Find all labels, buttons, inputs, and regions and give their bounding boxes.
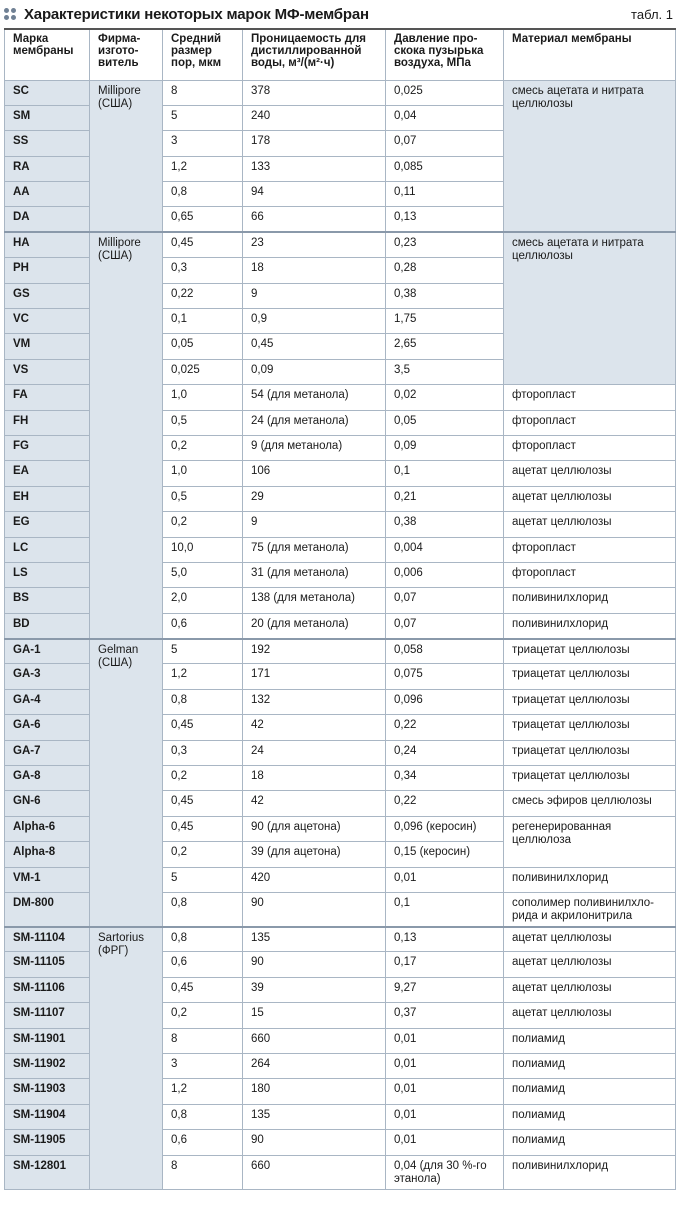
pressure-cell: 0,17 — [386, 952, 504, 977]
material-cell: триацетат целлюлозы — [504, 639, 676, 664]
brand-cell: SM-11106 — [5, 977, 90, 1002]
pore-size-cell: 0,2 — [163, 512, 243, 537]
brand-cell: AA — [5, 182, 90, 207]
permeability-cell: 378 — [243, 80, 386, 105]
material-cell: фторопласт — [504, 435, 676, 460]
pore-size-cell: 0,6 — [163, 952, 243, 977]
pressure-cell: 9,27 — [386, 977, 504, 1002]
table-title: Характеристики некоторых марок МФ-мембран — [24, 5, 369, 23]
permeability-cell: 42 — [243, 715, 386, 740]
permeability-cell: 133 — [243, 156, 386, 181]
pore-size-cell: 0,3 — [163, 740, 243, 765]
brand-cell: HA — [5, 232, 90, 257]
brand-cell: SM-11104 — [5, 927, 90, 952]
brand-cell: SM-11107 — [5, 1003, 90, 1028]
pore-size-cell: 0,3 — [163, 258, 243, 283]
pressure-cell: 0,01 — [386, 1053, 504, 1078]
material-cell: смесь ацетата и нитрата целлюлозы — [504, 232, 676, 384]
table-row — [5, 80, 676, 105]
pressure-cell: 0,07 — [386, 613, 504, 638]
pore-size-cell: 8 — [163, 80, 243, 105]
brand-cell: BS — [5, 588, 90, 613]
brand-cell: VM — [5, 334, 90, 359]
material-cell: триацетат целлюлозы — [504, 689, 676, 714]
pore-size-cell: 0,65 — [163, 207, 243, 232]
pressure-cell: 0,01 — [386, 1104, 504, 1129]
material-cell: ацетат целлюлозы — [504, 977, 676, 1002]
pressure-cell: 0,24 — [386, 740, 504, 765]
permeability-cell: 178 — [243, 131, 386, 156]
pressure-cell: 0,13 — [386, 207, 504, 232]
pressure-cell: 0,38 — [386, 512, 504, 537]
brand-cell: SM-11903 — [5, 1079, 90, 1104]
brand-cell: Alpha-6 — [5, 816, 90, 841]
material-cell: полиамид — [504, 1053, 676, 1078]
brand-cell: SM-12801 — [5, 1155, 90, 1189]
firm-cell: Millipore (США) — [90, 232, 163, 638]
material-cell: ацетат целлюлозы — [504, 512, 676, 537]
pressure-cell: 0,21 — [386, 486, 504, 511]
permeability-cell: 90 (для ацетона) — [243, 816, 386, 841]
pressure-cell: 0,004 — [386, 537, 504, 562]
pore-size-cell: 0,8 — [163, 1104, 243, 1129]
pore-size-cell: 0,05 — [163, 334, 243, 359]
header-pore-size: Средний размер пор, мкм — [163, 29, 243, 80]
table-row — [5, 232, 676, 257]
pressure-cell: 0,13 — [386, 927, 504, 952]
pore-size-cell: 1,2 — [163, 664, 243, 689]
permeability-cell: 24 — [243, 740, 386, 765]
pore-size-cell: 0,45 — [163, 816, 243, 841]
material-cell: полиамид — [504, 1130, 676, 1155]
permeability-cell: 132 — [243, 689, 386, 714]
header-permeability: Проницаемость для дистиллированной воды, м³/(м²·ч) — [243, 29, 386, 80]
material-cell: ацетат целлюлозы — [504, 927, 676, 952]
material-cell: фторопласт — [504, 410, 676, 435]
header-material: Материал мембраны — [504, 29, 676, 80]
pore-size-cell: 1,0 — [163, 461, 243, 486]
material-cell: ацетат целлюлозы — [504, 486, 676, 511]
brand-cell: RA — [5, 156, 90, 181]
pore-size-cell: 0,6 — [163, 613, 243, 638]
material-cell: фторопласт — [504, 537, 676, 562]
material-cell: триацетат целлюлозы — [504, 664, 676, 689]
permeability-cell: 660 — [243, 1028, 386, 1053]
pressure-cell: 0,37 — [386, 1003, 504, 1028]
brand-cell: GN-6 — [5, 791, 90, 816]
header-firm: Фирма-изгото-витель — [90, 29, 163, 80]
permeability-cell: 9 — [243, 283, 386, 308]
pore-size-cell: 0,6 — [163, 1130, 243, 1155]
permeability-cell: 29 — [243, 486, 386, 511]
pressure-cell: 0,34 — [386, 766, 504, 791]
header-row — [5, 29, 676, 80]
permeability-cell: 171 — [243, 664, 386, 689]
material-cell: триацетат целлюлозы — [504, 715, 676, 740]
permeability-cell: 15 — [243, 1003, 386, 1028]
pore-size-cell: 3 — [163, 1053, 243, 1078]
material-cell: полиамид — [504, 1028, 676, 1053]
pore-size-cell: 0,45 — [163, 791, 243, 816]
firm-cell: Sartorius (ФРГ) — [90, 927, 163, 1190]
brand-cell: SM-11905 — [5, 1130, 90, 1155]
permeability-cell: 90 — [243, 893, 386, 927]
material-cell: триацетат целлюлозы — [504, 740, 676, 765]
brand-cell: GA-6 — [5, 715, 90, 740]
material-cell: фторопласт — [504, 385, 676, 410]
permeability-cell: 23 — [243, 232, 386, 257]
pore-size-cell: 5 — [163, 639, 243, 664]
material-cell: смесь ацетата и нитрата целлюлозы — [504, 80, 676, 232]
permeability-cell: 192 — [243, 639, 386, 664]
permeability-cell: 106 — [243, 461, 386, 486]
pressure-cell: 0,058 — [386, 639, 504, 664]
pressure-cell: 3,5 — [386, 359, 504, 384]
pore-size-cell: 0,025 — [163, 359, 243, 384]
pore-size-cell: 0,22 — [163, 283, 243, 308]
permeability-cell: 90 — [243, 952, 386, 977]
material-cell: фторопласт — [504, 562, 676, 587]
pore-size-cell: 0,45 — [163, 715, 243, 740]
pressure-cell: 0,096 (керосин) — [386, 816, 504, 841]
permeability-cell: 0,9 — [243, 309, 386, 334]
pore-size-cell: 1,2 — [163, 1079, 243, 1104]
brand-cell: Alpha-8 — [5, 842, 90, 867]
brand-cell: EG — [5, 512, 90, 537]
pore-size-cell: 1,0 — [163, 385, 243, 410]
material-cell: триацетат целлюлозы — [504, 766, 676, 791]
brand-cell: EH — [5, 486, 90, 511]
pressure-cell: 0,1 — [386, 461, 504, 486]
brand-cell: GA-8 — [5, 766, 90, 791]
material-cell: поливинилхлорид — [504, 613, 676, 638]
pressure-cell: 0,01 — [386, 1130, 504, 1155]
pressure-cell: 1,75 — [386, 309, 504, 334]
brand-cell: VS — [5, 359, 90, 384]
pore-size-cell: 5,0 — [163, 562, 243, 587]
brand-cell: FA — [5, 385, 90, 410]
permeability-cell: 660 — [243, 1155, 386, 1189]
pressure-cell: 0,006 — [386, 562, 504, 587]
pressure-cell: 2,65 — [386, 334, 504, 359]
permeability-cell: 42 — [243, 791, 386, 816]
material-cell: поливинилхлорид — [504, 867, 676, 892]
pressure-cell: 0,01 — [386, 867, 504, 892]
pore-size-cell: 0,2 — [163, 1003, 243, 1028]
permeability-cell: 39 (для ацетона) — [243, 842, 386, 867]
material-cell: поливинилхлорид — [504, 588, 676, 613]
brand-cell: SM-11105 — [5, 952, 90, 977]
permeability-cell: 94 — [243, 182, 386, 207]
brand-cell: LC — [5, 537, 90, 562]
pore-size-cell: 0,2 — [163, 766, 243, 791]
permeability-cell: 24 (для метанола) — [243, 410, 386, 435]
permeability-cell: 9 (для метанола) — [243, 435, 386, 460]
brand-cell: GA-7 — [5, 740, 90, 765]
firm-cell: Millipore (США) — [90, 80, 163, 232]
permeability-cell: 20 (для метанола) — [243, 613, 386, 638]
pressure-cell: 0,01 — [386, 1079, 504, 1104]
pore-size-cell: 8 — [163, 1155, 243, 1189]
permeability-cell: 18 — [243, 258, 386, 283]
brand-cell: GS — [5, 283, 90, 308]
table-header-bar — [0, 0, 679, 28]
pore-size-cell: 1,2 — [163, 156, 243, 181]
permeability-cell: 0,45 — [243, 334, 386, 359]
permeability-cell: 264 — [243, 1053, 386, 1078]
pore-size-cell: 0,8 — [163, 689, 243, 714]
brand-cell: PH — [5, 258, 90, 283]
pressure-cell: 0,09 — [386, 435, 504, 460]
pressure-cell: 0,38 — [386, 283, 504, 308]
pressure-cell: 0,1 — [386, 893, 504, 927]
brand-cell: SS — [5, 131, 90, 156]
bullet-dots-icon — [4, 8, 16, 20]
brand-cell: SM-11901 — [5, 1028, 90, 1053]
pore-size-cell: 0,2 — [163, 435, 243, 460]
material-cell: смесь эфиров целлюлозы — [504, 791, 676, 816]
pore-size-cell: 0,8 — [163, 182, 243, 207]
permeability-cell: 54 (для метанола) — [243, 385, 386, 410]
brand-cell: SM — [5, 105, 90, 130]
pressure-cell: 0,02 — [386, 385, 504, 410]
pressure-cell: 0,01 — [386, 1028, 504, 1053]
header-pressure: Давление про-скока пузырька воздуха, МПа — [386, 29, 504, 80]
pressure-cell: 0,22 — [386, 791, 504, 816]
permeability-cell: 90 — [243, 1130, 386, 1155]
table-number: табл. 1 — [631, 6, 673, 22]
pore-size-cell: 2,0 — [163, 588, 243, 613]
pore-size-cell: 0,5 — [163, 410, 243, 435]
pressure-cell: 0,025 — [386, 80, 504, 105]
material-cell: регенерированная целлюлоза — [504, 816, 676, 867]
table-body — [5, 80, 676, 1189]
brand-cell: FH — [5, 410, 90, 435]
material-cell: полиамид — [504, 1079, 676, 1104]
pore-size-cell: 8 — [163, 1028, 243, 1053]
brand-cell: GA-4 — [5, 689, 90, 714]
brand-cell: BD — [5, 613, 90, 638]
table-row — [5, 639, 676, 664]
pore-size-cell: 10,0 — [163, 537, 243, 562]
pressure-cell: 0,05 — [386, 410, 504, 435]
pore-size-cell: 5 — [163, 867, 243, 892]
pore-size-cell: 0,1 — [163, 309, 243, 334]
permeability-cell: 180 — [243, 1079, 386, 1104]
pressure-cell: 0,15 (керосин) — [386, 842, 504, 867]
brand-cell: VM-1 — [5, 867, 90, 892]
brand-cell: LS — [5, 562, 90, 587]
pore-size-cell: 0,45 — [163, 977, 243, 1002]
firm-cell: Gelman (США) — [90, 639, 163, 927]
material-cell: полиамид — [504, 1104, 676, 1129]
permeability-cell: 9 — [243, 512, 386, 537]
material-cell: поливинилхлорид — [504, 1155, 676, 1189]
pressure-cell: 0,096 — [386, 689, 504, 714]
pore-size-cell: 0,8 — [163, 927, 243, 952]
brand-cell: SC — [5, 80, 90, 105]
brand-cell: SM-11902 — [5, 1053, 90, 1078]
pressure-cell: 0,22 — [386, 715, 504, 740]
pore-size-cell: 3 — [163, 131, 243, 156]
membrane-table — [4, 28, 676, 1190]
permeability-cell: 66 — [243, 207, 386, 232]
permeability-cell: 420 — [243, 867, 386, 892]
permeability-cell: 31 (для метанола) — [243, 562, 386, 587]
brand-cell: GA-1 — [5, 639, 90, 664]
pore-size-cell: 0,5 — [163, 486, 243, 511]
pressure-cell: 0,28 — [386, 258, 504, 283]
brand-cell: FG — [5, 435, 90, 460]
pressure-cell: 0,23 — [386, 232, 504, 257]
material-cell: сополимер поливинилхло-рида и акрилонитрила — [504, 893, 676, 927]
material-cell: ацетат целлюлозы — [504, 461, 676, 486]
brand-cell: SM-11904 — [5, 1104, 90, 1129]
brand-cell: VC — [5, 309, 90, 334]
permeability-cell: 18 — [243, 766, 386, 791]
brand-cell: EA — [5, 461, 90, 486]
pressure-cell: 0,11 — [386, 182, 504, 207]
permeability-cell: 240 — [243, 105, 386, 130]
brand-cell: DA — [5, 207, 90, 232]
brand-cell: DM-800 — [5, 893, 90, 927]
pressure-cell: 0,07 — [386, 588, 504, 613]
material-cell: ацетат целлюлозы — [504, 1003, 676, 1028]
pressure-cell: 0,04 (для 30 %-го этанола) — [386, 1155, 504, 1189]
table-row — [5, 927, 676, 952]
permeability-cell: 135 — [243, 927, 386, 952]
pore-size-cell: 5 — [163, 105, 243, 130]
pressure-cell: 0,04 — [386, 105, 504, 130]
pore-size-cell: 0,8 — [163, 893, 243, 927]
permeability-cell: 39 — [243, 977, 386, 1002]
permeability-cell: 0,09 — [243, 359, 386, 384]
pressure-cell: 0,075 — [386, 664, 504, 689]
brand-cell: GA-3 — [5, 664, 90, 689]
title-wrap — [4, 6, 369, 23]
header-brand: Марка мембраны — [5, 29, 90, 80]
pore-size-cell: 0,2 — [163, 842, 243, 867]
pore-size-cell: 0,45 — [163, 232, 243, 257]
pressure-cell: 0,085 — [386, 156, 504, 181]
permeability-cell: 75 (для метанола) — [243, 537, 386, 562]
permeability-cell: 135 — [243, 1104, 386, 1129]
permeability-cell: 138 (для метанола) — [243, 588, 386, 613]
pressure-cell: 0,07 — [386, 131, 504, 156]
material-cell: ацетат целлюлозы — [504, 952, 676, 977]
